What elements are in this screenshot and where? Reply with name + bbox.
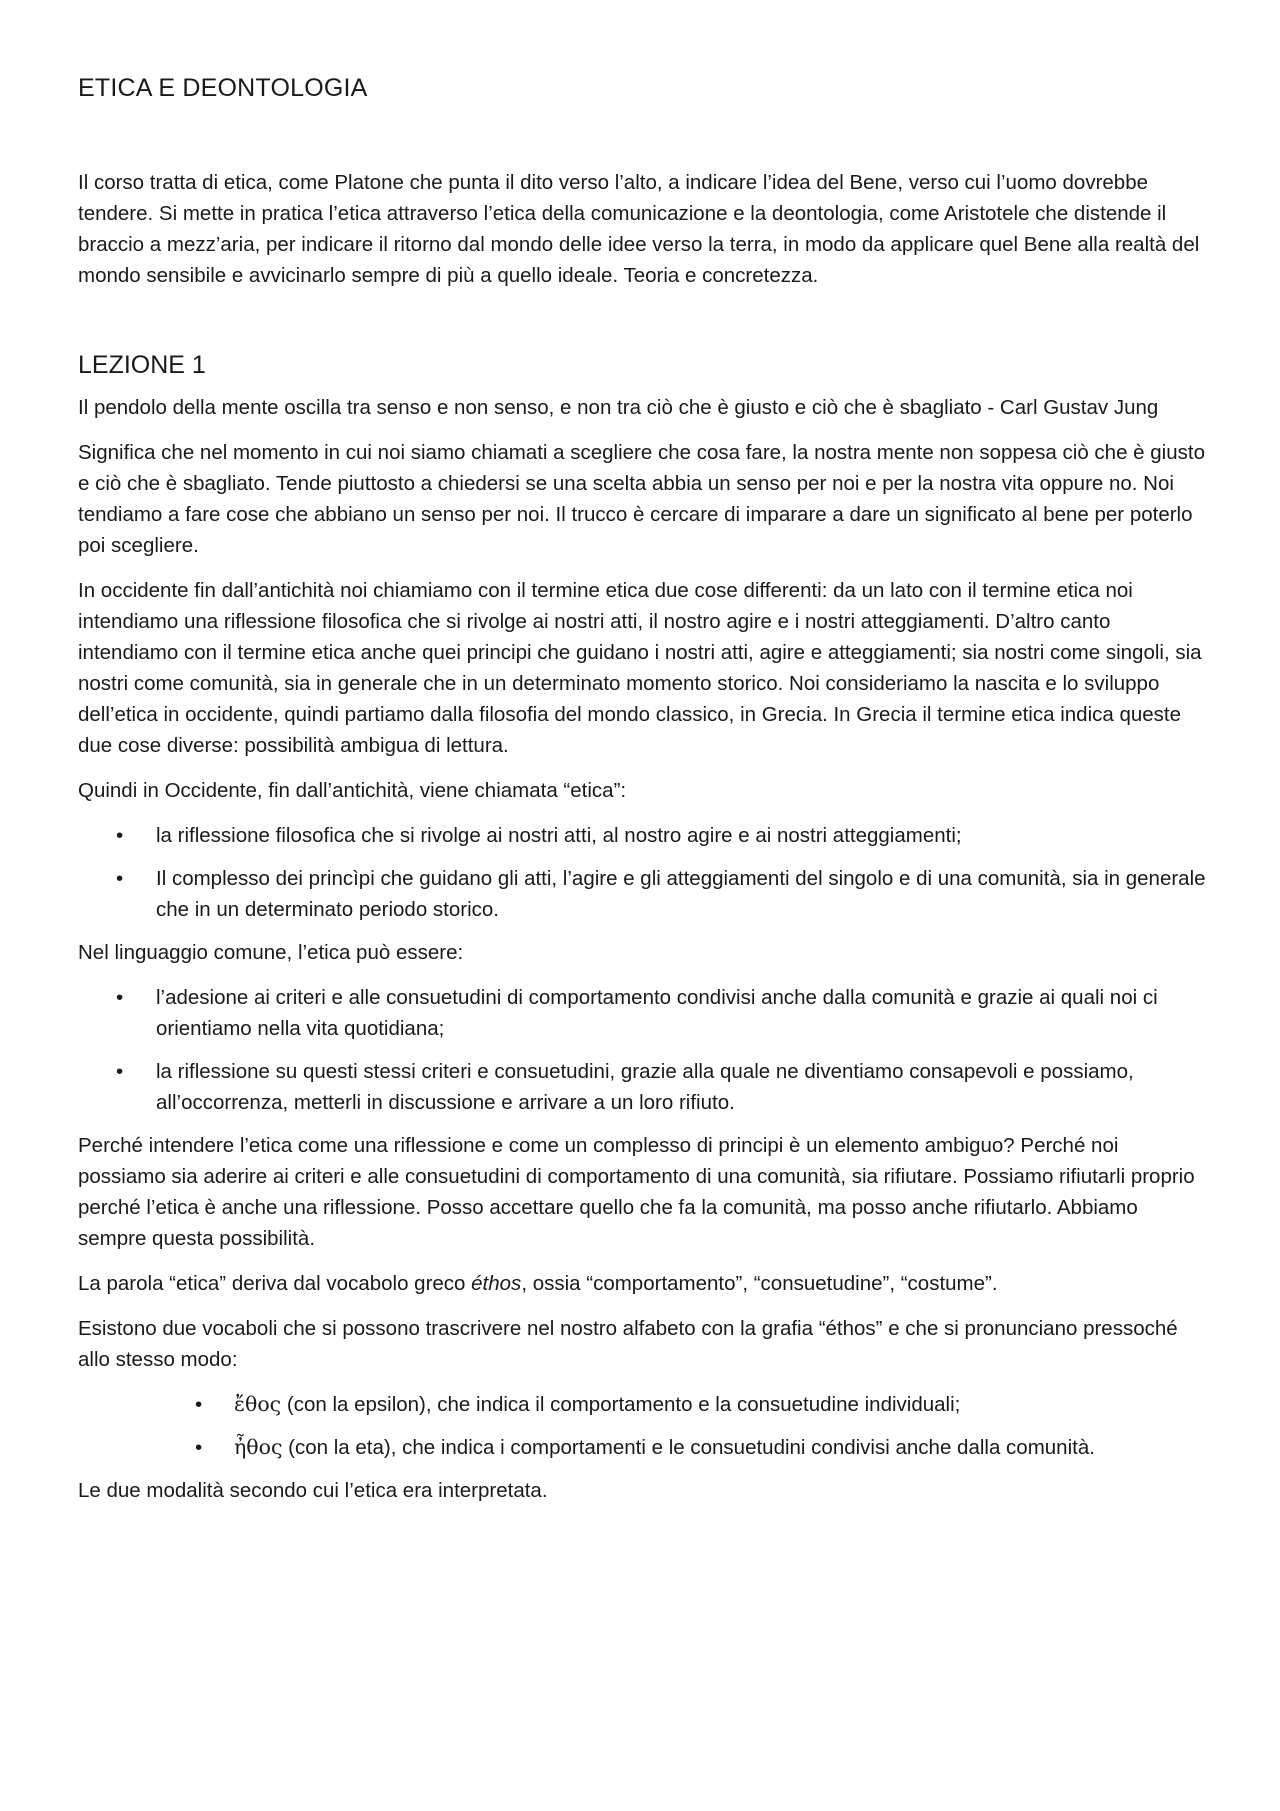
paragraph-two-words: Esistono due vocaboli che si possono trascrivere nel nostro alfabeto con la grafia “éthos” e che si pronunciano pressoché allo stesso modo: [78,1317,1178,1371]
list-item: • ἔθος (con la epsilon), che indica il comportamento e la consuetudine individuali; [78,1389,1208,1420]
bullet-icon: • [116,824,124,847]
greek-words-list [78,1389,1208,1463]
lesson-heading: LEZIONE 1 [78,351,206,379]
intro-paragraph: Il corso tratta di etica, come Platone che punta il dito verso l’alto, a indicare l’idea del Bene, verso cui l’uomo dovrebbe tendere. Si mette in pratica l’etica attraverso l’etica della comunicazione e la deontologia, come Aristotele che distende il braccio a mezz’aria, per indicare il ritorno dal mondo delle idee verso la terra, in modo da applicare quel Bene alla realtà del mondo sensibile e avvicinarlo sempre di più a quello ideale. Teoria e concretezza. [78,171,1200,287]
ethos-term: éthos [471,1272,522,1295]
document-title: ETICA E DEONTOLOGIA [78,74,368,102]
bullet-icon: • [116,867,124,890]
bullet-icon: • [195,1393,203,1416]
paragraph-conclusion: Le due modalità secondo cui l’etica era interpretata. [78,1479,548,1502]
list-item: • l’adesione ai criteri e alle consuetudini di comportamento condivisi anche dalla comunità e grazie ai quali noi ci orientiamo nella vita quotidiana; [78,982,1208,1044]
common-language-list [78,982,1208,1118]
paragraph-ethics-definition: In occidente fin dall’antichità noi chiamiamo con il termine etica due cose differenti: da un lato con il termine etica noi intendiamo una riflessione filosofica che si rivolge ai nostri atti, il nostro agire e i nostri atteggiamenti. D’altro canto intendiamo con il termine etica anche quei principi che guidano i nostri atti, agire e atteggiamenti; sia nostri come singoli, sia nostri come comunità, sia in generale che in un determinato momento storico. Noi consideriamo la nascita e lo sviluppo dell’etica in occidente, quindi partiamo dalla filosofia del mondo classico, in Grecia. In Grecia il termine etica indica queste due cose diverse: possibilità ambigua di lettura. [78,579,1202,757]
greek-word-epsilon: ἔθος [234,1392,282,1416]
document-page [78,74,1208,1520]
list-item: • la riflessione filosofica che si rivolge ai nostri atti, al nostro agire e ai nostri atteggiamenti; [78,820,1208,851]
paragraph-west-ethics: Quindi in Occidente, fin dall’antichità, viene chiamata “etica”: [78,779,627,802]
greek-word-eta: ἦθος [234,1435,283,1459]
list-item: • ἦθος (con la eta), che indica i comportamenti e le consuetudini condivisi anche dalla comunità. [78,1432,1208,1463]
paragraph-common-language: Nel linguaggio comune, l’etica può essere: [78,941,464,964]
list-item: • Il complesso dei princìpi che guidano gli atti, l’agire e gli atteggiamenti del singolo e di una comunità, sia in generale che in un determinato periodo storico. [78,863,1208,925]
paragraph-etymology: La parola “etica” deriva dal vocabolo greco éthos, ossia “comportamento”, “consuetudine”, “costume”. [78,1272,998,1295]
paragraph-ambiguity: Perché intendere l’etica come una riflessione e come un complesso di principi è un elemento ambiguo? Perché noi possiamo sia aderire ai criteri e alle consuetudini di comportamento di una comunità, sia rifiutare. Possiamo rifiutarli proprio perché l’etica è anche una riflessione. Posso accettare quello che fa la comunità, ma posso anche rifiutarlo. Abbiamo sempre questa possibilità. [78,1134,1195,1250]
bullet-icon: • [195,1436,203,1459]
list-item: • la riflessione su questi stessi criteri e consuetudini, grazie alla quale ne diventiamo consapevoli e possiamo, all’occorrenza, metterli in discussione e arrivare a un loro rifiuto. [78,1056,1208,1118]
bullet-icon: • [116,1060,124,1083]
jung-quote: Il pendolo della mente oscilla tra senso e non senso, e non tra ciò che è giusto e ciò che è sbagliato - Carl Gustav Jung [78,396,1159,419]
paragraph-meaning: Significa che nel momento in cui noi siamo chiamati a scegliere che cosa fare, la nostra mente non soppesa ciò che è giusto e ciò che è sbagliato. Tende piuttosto a chiedersi se una scelta abbia un senso per noi e per la nostra vita oppure no. Noi tendiamo a fare cose che abbiano un senso per noi. Il trucco è cercare di imparare a dare un significato al bene per poterlo poi scegliere. [78,441,1205,557]
bullet-icon: • [116,986,124,1009]
ethics-meanings-list [78,820,1208,925]
